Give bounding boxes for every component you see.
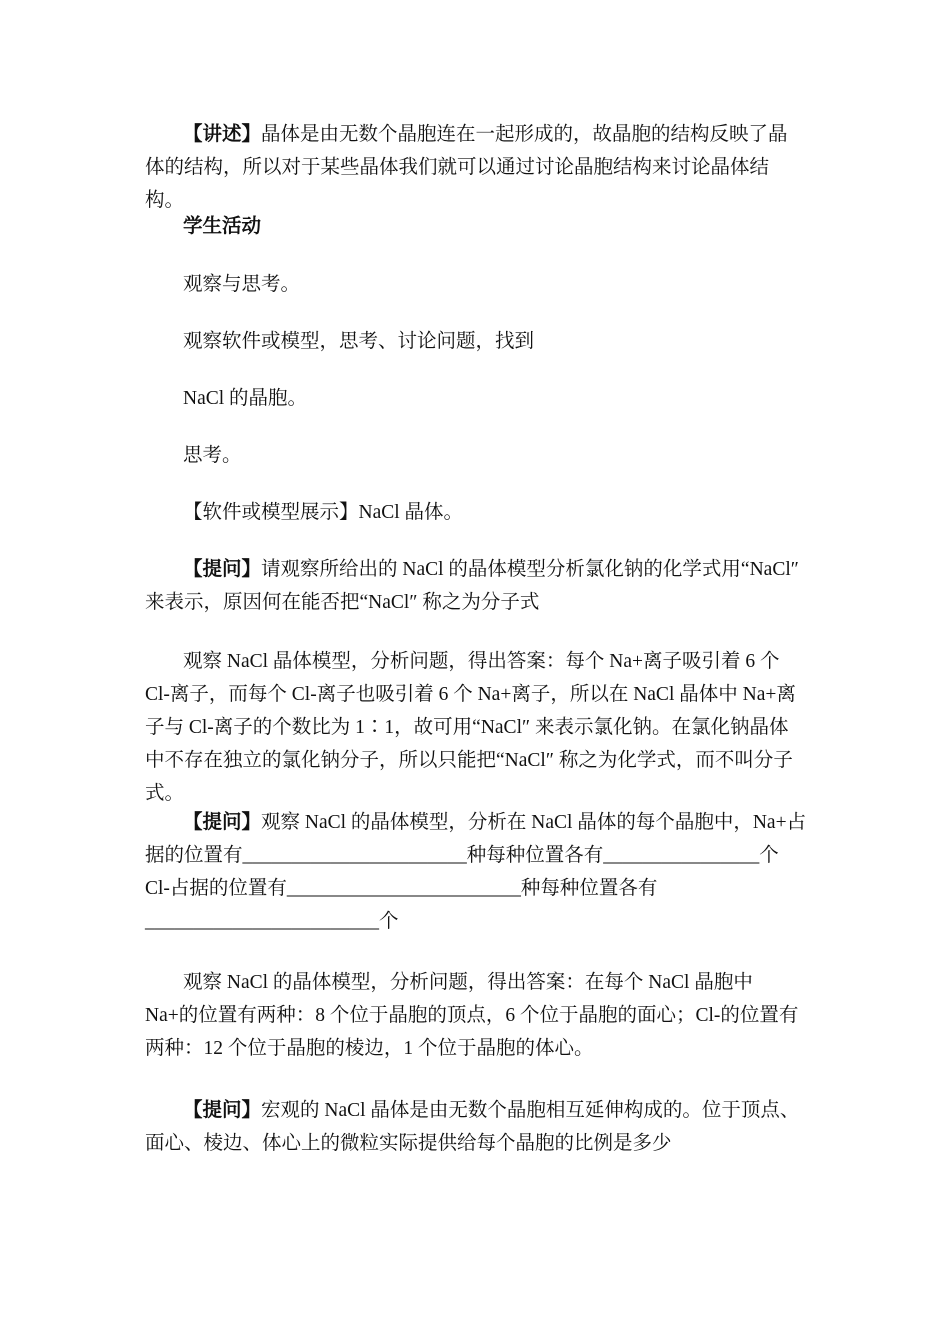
model-display-text: NaCl 晶体。	[358, 502, 464, 523]
lecture-text: 晶体是由无数个晶胞连在一起形成的，故晶胞的结构反映了晶体的结构，所以对于某些晶体我们就可以通过讨论晶胞结构来讨论晶体结构。	[145, 124, 788, 211]
think-line: 思考。	[183, 445, 242, 466]
question-paragraph-3	[145, 1094, 807, 1160]
nacl-cell-line: NaCl 的晶胞。	[183, 388, 308, 409]
observe-model-line: 观察软件或模型，思考、讨论问题，找到	[183, 331, 535, 352]
observe-think-line: 观察与思考。	[183, 274, 301, 295]
answer-paragraph-1: 观察 NaCl 晶体模型，分析问题，得出答案：每个 Na+离子吸引着 6 个 Cl-离子，而每个 Cl-离子也吸引着 6 个 Na+离子，所以在 NaCl 晶体中 Na+离子与 Cl-离子的个数比为 1∶1，故可用“NaCl″ 来表示氯化钠。在氯化钠晶体中不存在独立的氯化钠分子，所以只能把“NaCl″ 称之为化学式，而不叫分子式。	[145, 651, 796, 804]
question-paragraph-2	[145, 806, 807, 938]
question-tag-3: 【提问】	[183, 1100, 262, 1121]
question-text-2: 观察 NaCl 的晶体模型，分析在 NaCl 晶体的每个晶胞中，Na+占据的位置有_______________________种每种位置各有________________个 Cl-占据的位置有________________________种每种位置各有________________________个	[145, 812, 807, 932]
answer-paragraph-2: 观察 NaCl 的晶体模型，分析问题，得出答案：在每个 NaCl 晶胞中 Na+的位置有两种：8 个位于晶胞的顶点，6 个位于晶胞的面心；Cl-的位置有两种：12 个位于晶胞的棱边，1 个位于晶胞的体心。	[145, 972, 799, 1059]
question-paragraph-1	[145, 553, 807, 619]
lecture-tag: 【讲述】	[183, 124, 262, 145]
model-display-line	[183, 496, 845, 529]
lecture-paragraph	[145, 118, 807, 217]
student-activity-heading: 学生活动	[183, 216, 262, 237]
question-text-3: 宏观的 NaCl 晶体是由无数个晶胞相互延伸构成的。位于顶点、面心、棱边、体心上的微粒实际提供给每个晶胞的比例是多少	[145, 1100, 800, 1154]
question-text-1: 请观察所给出的 NaCl 的晶体模型分析氯化钠的化学式用“NaCl″来表示，原因何在能否把“NaCl″ 称之为分子式	[145, 559, 799, 613]
model-display-tag: 【软件或模型展示】	[183, 502, 359, 523]
question-tag-1: 【提问】	[183, 559, 262, 580]
question-tag-2: 【提问】	[183, 812, 262, 833]
